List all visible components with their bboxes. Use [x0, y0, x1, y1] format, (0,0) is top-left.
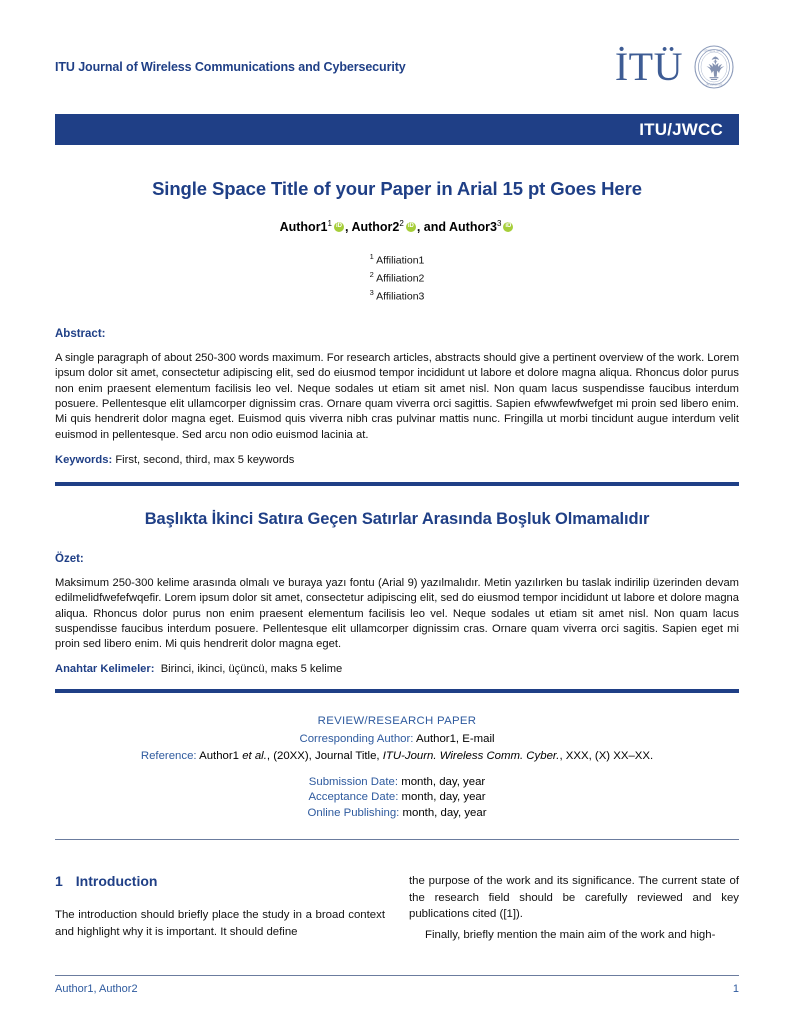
svg-text:ÜNİVERSİTESİ: ÜNİVERSİTESİ [705, 83, 723, 87]
page-footer [55, 975, 739, 995]
corresponding-author-row [55, 731, 739, 749]
orcid-icon[interactable] [334, 222, 344, 232]
author-name: Author3 [449, 220, 497, 235]
turkish-keywords-value: Birinci, ikinci, üçüncü, maks 5 kelime [160, 663, 343, 676]
author-separator: , and [416, 220, 450, 235]
abstract-text: A single paragraph of about 250-300 words maximum. For research articles, abstracts should give a pertinent overview of the work. Lorem ipsum dolor sit amet, consectetur adipiscing elit, sed do eiusmod tempor incididunt ut labore et dolore magna aliqua. Rhoncus dolor purus non enim praesent elementum facilisis leo vel. Neque sodales ut etiam sit amet nisl. Non quam lacus suspendisse faucibus interdum posuere. Pellentesque elit ullamcorper dignissim cras. Ornare quam viverra orci sagittis. Sapien efwwfewfwefget mi proin sed libero enim. Mi quis hendrerit dolor magna eget. Euismod quis viverra nibh cras pulvinar mattis nunc. Fringilla ut morbi tincidunt augue interdum velit euismod in pellentesque. Sed arcu non odio euismod lacinia at. [55, 352, 740, 441]
footer-divider [55, 975, 739, 976]
section-heading [55, 873, 385, 889]
reference-row [55, 748, 739, 766]
submission-date-value: month, day, year [401, 775, 486, 788]
orcid-icon[interactable] [503, 222, 513, 232]
intro-paragraph-right-1: the purpose of the work and its significance. The current state of the research field should be carefully reviewed and key publications cited ([1]). [409, 875, 739, 920]
page-title: Single Space Title of your Paper in Arial 15 pt Goes Here [152, 178, 642, 199]
journal-name: ITU Journal of Wireless Communications and Cybersecurity [55, 60, 406, 74]
body-columns [55, 873, 739, 943]
author-affiliation-marker: 2 [399, 219, 404, 228]
journal-banner [55, 114, 739, 145]
author-separator: , [344, 220, 352, 235]
online-publishing-value: month, day, year [402, 806, 487, 819]
itu-wordmark: İTÜ [614, 44, 683, 89]
date-row [55, 790, 739, 806]
keywords-row [55, 454, 739, 466]
reference-journal: ITU-Journ. Wireless Comm. Cyber. [382, 750, 560, 763]
ozet-label: Özet: [55, 552, 84, 565]
section-title: Introduction [75, 873, 158, 890]
keywords-label: Keywords: [55, 453, 113, 466]
acceptance-date-label: Acceptance Date: [308, 791, 399, 804]
paper-type: REVIEW/RESEARCH PAPER [317, 715, 477, 728]
masthead [55, 0, 739, 100]
turkish-keywords-label: Anahtar Kelimeler: [55, 663, 155, 676]
submission-date-label: Submission Date: [308, 775, 399, 788]
column-right [409, 873, 739, 943]
column-left [55, 873, 385, 943]
affiliation-text: Affiliation1 [376, 254, 425, 267]
turkish-title: Başlıkta İkinci Satıra Geçen Satırlar Arasında Boşluk Olmamalıdır [144, 509, 650, 528]
intro-paragraph-right-2: Finally, briefly mention the main aim of the work and high- [425, 929, 716, 942]
section-number: 1 [55, 873, 63, 890]
author-name: Author2 [351, 220, 400, 235]
reference-mid: , (20XX), Journal Title, [266, 750, 383, 763]
reference-label: Reference: [140, 750, 197, 763]
banner-label: ITU/JWCC [639, 119, 723, 139]
footer-row [55, 983, 739, 995]
itu-seal-icon [691, 44, 737, 90]
footer-authors: Author1, Author2 [55, 983, 138, 995]
turkish-keywords-row [55, 663, 739, 675]
affiliation-item [55, 268, 739, 286]
divider-bottom [55, 689, 739, 693]
affiliation-item [55, 286, 739, 304]
date-row [55, 775, 739, 791]
itu-logo [615, 44, 739, 90]
affiliation-text: Affiliation3 [376, 290, 425, 303]
intro-paragraph-left: The introduction should briefly place the study in a broad context and highlight why it is important. It should define [55, 909, 385, 938]
online-publishing-label: Online Publishing: [307, 806, 400, 819]
affiliation-list [55, 250, 739, 304]
reference-etal: et al. [242, 750, 267, 763]
date-list [55, 775, 739, 822]
affiliation-marker: 3 [369, 288, 374, 298]
abstract-label: Abstract: [55, 328, 106, 341]
svg-text:İSTANBUL TEKNİK: İSTANBUL TEKNİK [703, 49, 725, 53]
affiliation-text: Affiliation2 [376, 272, 425, 285]
keywords-value: First, second, third, max 5 keywords [115, 453, 295, 466]
meta-divider [55, 839, 739, 840]
corresponding-author-label: Corresponding Author: [299, 732, 414, 745]
affiliation-marker: 1 [369, 252, 374, 262]
divider-top [55, 482, 739, 486]
reference-author: Author1 [199, 750, 240, 763]
author-affiliation-marker: 3 [496, 219, 502, 228]
orcid-icon[interactable] [406, 222, 416, 232]
footer-page-number: 1 [732, 983, 739, 995]
author-affiliation-marker: 1 [327, 219, 332, 228]
ozet-text: Maksimum 250-300 kelime arasında olmalı ve buraya yazı fontu (Arial 9) yazılmalıdır. Metin yazılırken bu taslak indirilip üzerinden devam edilmelidfwefefwqefir. Lorem ipsum dolor sit amet, consectetur adipiscing elit, sed do eiusmod tempor incididunt ut labore et dolore magna aliqua. Rhoncus dolor purus non enim praesent elementum facilisis leo vel. Neque sodales ut etiam sit amet nisl. Non quam lacus suspendisse faucibus interdum posuere. Pellentesque elit ullamcorper dignissim cras. Ornare quam viverra orci sagitis. Sapien eget mi proin sed libero enim. Mi quis hendrerit dolor magna eget. [55, 576, 739, 651]
corresponding-author-value: Author1, E-mail [416, 732, 495, 745]
acceptance-date-value: month, day, year [401, 791, 486, 804]
date-row [55, 806, 739, 822]
affiliation-item [55, 250, 739, 268]
paper-meta [55, 713, 739, 821]
reference-tail: , XXX, (X) XX–XX. [559, 750, 654, 763]
author-name: Author1 [279, 220, 328, 235]
author-list [55, 219, 739, 234]
affiliation-marker: 2 [369, 270, 374, 280]
